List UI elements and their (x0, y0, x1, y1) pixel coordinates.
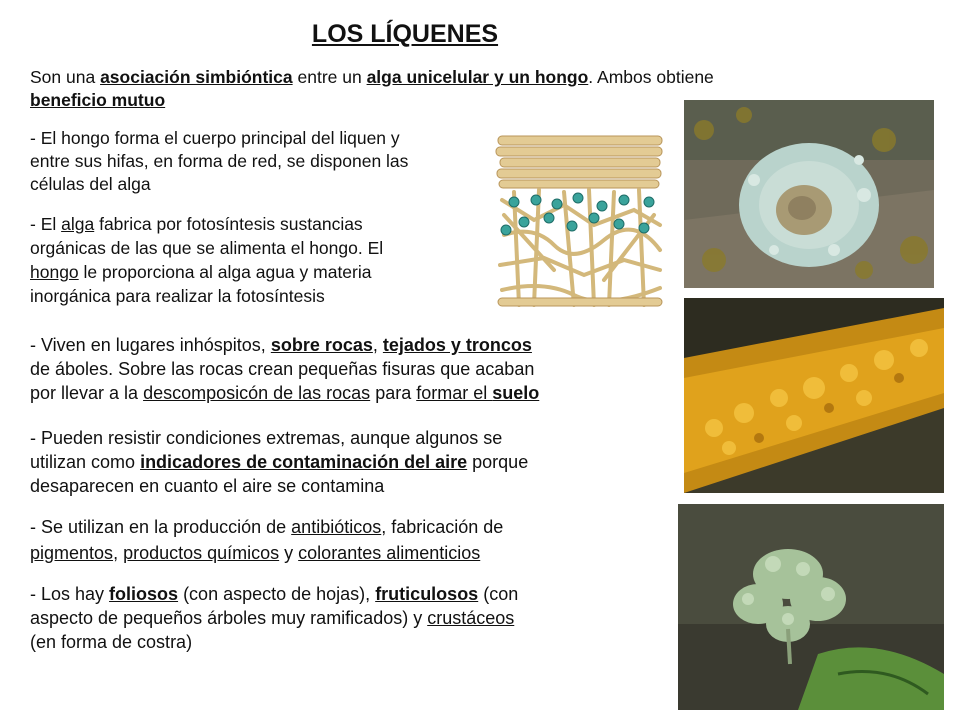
intro-highlight: alga unicelular y un hongo (366, 67, 589, 87)
hongo-paragraph (30, 127, 500, 196)
highlight: suelo (492, 383, 540, 403)
highlight: indicadores de contaminación del aire (140, 452, 468, 472)
crustose-lichen-photo (684, 100, 934, 288)
intro-text: entre un (292, 67, 367, 87)
text: utilizan como (30, 452, 141, 472)
text: , (372, 335, 383, 355)
highlight: tejados y troncos (382, 335, 532, 355)
text: - Se utilizan en la producción de (30, 517, 292, 537)
highlight: foliosos (109, 584, 179, 604)
resistir-paragraph (30, 426, 670, 498)
fruticose-lichen-image (678, 504, 944, 710)
text: aspecto de pequeños árboles muy ramificados) y (30, 608, 428, 628)
hyphae-diagram (494, 130, 666, 308)
highlight: crustáceos (427, 608, 515, 628)
alga-paragraph (30, 212, 500, 308)
text: - Los hay (30, 584, 110, 604)
crustose-lichen-image (684, 100, 934, 288)
text-line: células del alga (30, 174, 151, 194)
text-line: - El hongo forma el cuerpo principal del liquen y (30, 128, 400, 148)
text-line: desaparecen en cuanto el aire se contamina (30, 476, 385, 496)
text: - Viven en lugares inhóspitos, (30, 335, 271, 355)
text-line: - Pueden resistir condiciones extremas, aunque algunos se (30, 428, 503, 448)
utilizan-paragraph (30, 514, 670, 566)
text: , (113, 543, 124, 563)
text: - El (30, 214, 62, 234)
intro-highlight: asociación simbióntica (100, 67, 293, 87)
text: y (279, 543, 299, 563)
text-line: inorgánica para realizar la fotosíntesis (30, 286, 325, 306)
lichen-structure-diagram (494, 130, 666, 308)
highlight: formar el (416, 383, 493, 403)
highlight: hongo (30, 262, 79, 282)
viven-paragraph (30, 333, 670, 405)
text-line: (en forma de costra) (30, 632, 193, 652)
text-line: orgánicas de las que se alimenta el hongo. El (30, 238, 384, 258)
highlight: pigmentos (30, 543, 114, 563)
text: (con aspecto de hojas), (178, 584, 376, 604)
highlight: alga (61, 214, 95, 234)
intro-highlight: beneficio mutuo (30, 90, 166, 110)
text: fabrica por fotosíntesis sustancias (94, 214, 363, 234)
xanthoria-lichen-photo (684, 298, 944, 493)
text: por llevar a la (30, 383, 144, 403)
text-line: entre sus hifas, en forma de red, se disponen las (30, 151, 409, 171)
highlight: descomposicón de las rocas (143, 383, 371, 403)
text-line: de áboles. Sobre las rocas crean pequeñas fisuras que acaban (30, 359, 535, 379)
text: le proporciona al alga agua y materia (78, 262, 372, 282)
highlight: antibióticos (291, 517, 382, 537)
highlight: sobre rocas (270, 335, 373, 355)
highlight: colorantes alimenticios (298, 543, 481, 563)
text: (con (478, 584, 519, 604)
intro-text: . Ambos obtiene (588, 67, 714, 87)
text: , fabricación de (381, 517, 504, 537)
xanthoria-lichen-image (684, 298, 944, 493)
intro-text: Son una (30, 67, 101, 87)
tipos-paragraph (30, 582, 670, 654)
highlight: productos químicos (123, 543, 280, 563)
highlight: fruticulosos (375, 584, 479, 604)
fruticose-lichen-photo (678, 504, 944, 710)
text: para (370, 383, 417, 403)
page-title: LOS LÍQUENES (311, 20, 499, 48)
text: porque (467, 452, 529, 472)
